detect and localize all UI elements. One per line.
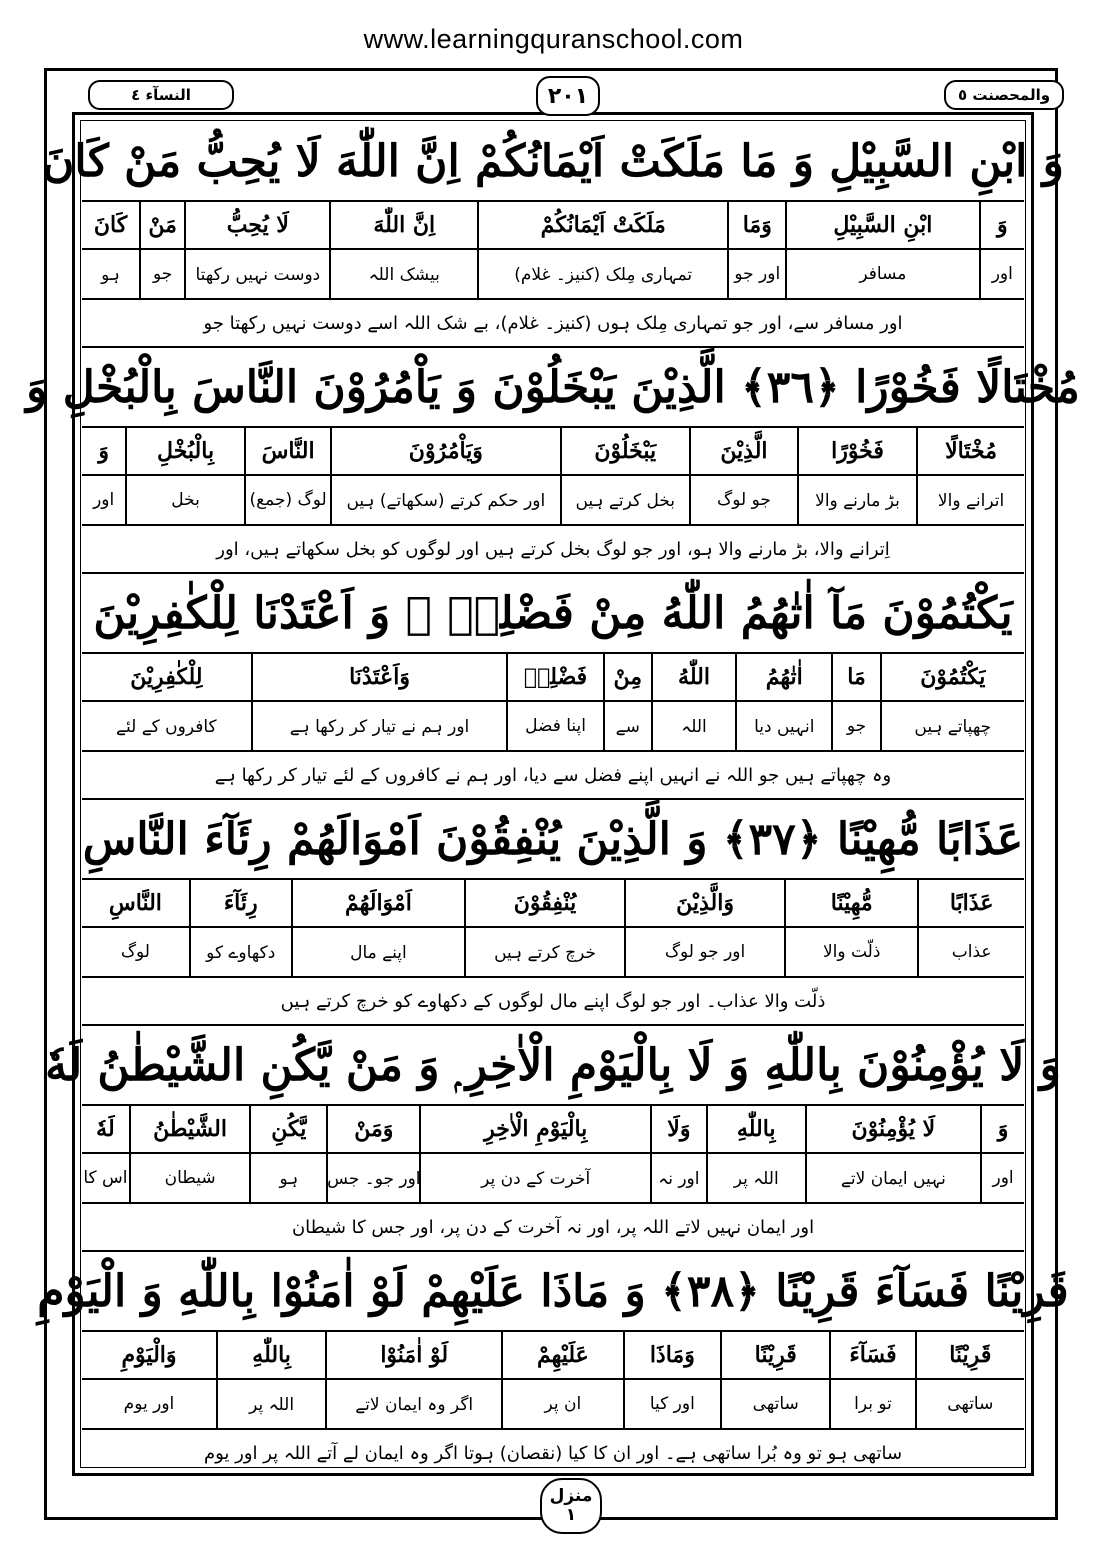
arabic-word-cell: وَ: [98, 438, 109, 464]
urdu-meaning-cell: اپنے مال: [291, 928, 464, 976]
arabic-word-cell: لَوْ اٰمَنُوْا: [325, 1332, 501, 1378]
urdu-meaning-cell: اور جو۔ جس: [326, 1154, 419, 1202]
urdu-meaning-cell: بخل: [125, 476, 244, 524]
verse-block: [82, 574, 1024, 800]
arabic-word-cell: فَضْلِهٖ: [506, 654, 602, 700]
arabic-word-cell: وَالْيَوْمِ: [121, 1342, 177, 1368]
arabic-word-cell: فَخُوْرًا: [797, 428, 916, 474]
urdu-meaning-cell: مسافر: [785, 250, 978, 298]
arabic-word-cell: بِاللّٰهِ: [706, 1106, 805, 1152]
arabic-word-cell: قَرِيْنًا: [720, 1332, 829, 1378]
urdu-meaning-cell: بڑ مارنے والا: [797, 476, 916, 524]
arabic-verse-line: مُخْتَالًا فَخُوْرًا ﴿٣٦﴾ الَّذِيْنَ يَبْخَلُوْنَ وَ يَاْمُرُوْنَ النَّاسَ بِالْبُخْلِ وَ: [82, 348, 1024, 428]
site-url: www.learningquranschool.com: [363, 24, 744, 54]
urdu-meaning-cell: اللہ پر: [706, 1154, 805, 1202]
word-row: [82, 1332, 1024, 1380]
urdu-meaning-cell: ساتھی: [915, 1380, 1024, 1428]
urdu-meaning-cell: اللہ: [651, 702, 735, 750]
meaning-row: [82, 1154, 1024, 1204]
arabic-word-cell: وَلَا: [650, 1106, 706, 1152]
arabic-word-cell: النَّاسَ: [244, 428, 330, 474]
urdu-meaning-cell: تمہاری مِلک (کنیز۔ غلام): [477, 250, 727, 298]
verse-block: [82, 800, 1024, 1026]
urdu-meaning-cell: کافروں کے لئے: [116, 716, 217, 737]
urdu-translation-line: اور مسافر سے، اور جو تمہاری مِلک ہوں (کنیز۔ غلام)، بے شک اللہ اسے دوست نہیں رکھتا جو: [82, 300, 1024, 348]
urdu-meaning-cell: اپنا فضل: [506, 702, 602, 750]
urdu-meaning-cell: ہو: [101, 264, 120, 285]
urdu-translation-line: اور ایمان نہیں لاتے اللہ پر، اور نہ آخرت کے دن پر، اور جس کا شیطان: [82, 1204, 1024, 1252]
meaning-row: [82, 476, 1024, 526]
urdu-translation-line: ذلّت والا عذاب۔ اور جو لوگ اپنے مال لوگوں کے دکھاوے کو خرچ کرتے ہیں: [82, 978, 1024, 1026]
verse-block: [42, 122, 1064, 348]
urdu-meaning-cell: اور نہ: [650, 1154, 706, 1202]
urdu-meaning-cell: جو لوگ: [689, 476, 797, 524]
urdu-meaning-cell: دکھاوے کو: [189, 928, 291, 976]
arabic-verse-line: وَ لَا يُؤْمِنُوْنَ بِاللّٰهِ وَ لَا بِالْيَوْمِ الْاٰخِرِ ۭ وَ مَنْ يَّكُنِ الشَّيْطٰنُ لَهٗ: [82, 1026, 1024, 1106]
meaning-row: [82, 1380, 1024, 1430]
arabic-word-cell: لَا يُؤْمِنُوْنَ: [805, 1106, 981, 1152]
manzil-number: ١: [565, 1505, 577, 1525]
urdu-meaning-cell: بیشک اللہ: [329, 250, 477, 298]
urdu-meaning-cell: اترانے والا: [916, 476, 1024, 524]
urdu-meaning-cell: عذاب: [917, 928, 1024, 976]
word-row: [82, 1106, 1024, 1154]
urdu-meaning-cell: ہو: [249, 1154, 326, 1202]
urdu-meaning-cell: لوگ: [120, 942, 150, 962]
manzil-label: منزل: [549, 1486, 593, 1507]
urdu-meaning-cell: اور: [980, 1154, 1024, 1202]
arabic-word-cell: بِاللّٰهِ: [216, 1332, 325, 1378]
arabic-word-cell: وَ: [980, 1106, 1024, 1152]
arabic-word-cell: يَبْخَلُوْنَ: [560, 428, 689, 474]
arabic-word-cell: لِلْكٰفِرِيْنَ: [130, 664, 203, 690]
urdu-meaning-cell: سے: [603, 702, 651, 750]
arabic-verse-line: يَكْتُمُوْنَ مَآ اٰتٰهُمُ اللّٰهُ مِنْ فَضْلِهٖ ۭ وَ اَعْتَدْنَا لِلْكٰفِرِيْنَ: [82, 574, 1024, 654]
arabic-word-cell: اٰتٰهُمُ: [735, 654, 831, 700]
arabic-word-cell: مِنْ: [603, 654, 651, 700]
meaning-row: [82, 702, 1024, 752]
arabic-word-cell: عَلَيْهِمْ: [501, 1332, 623, 1378]
arabic-word-cell: لَا يُحِبُّ: [184, 202, 329, 248]
urdu-translation-line: وہ چھپاتے ہیں جو اللہ نے انہیں اپنے فضل سے دیا، اور ہم نے کافروں کے لئے تیار کر رکھا ہے: [82, 752, 1024, 800]
urdu-meaning-cell: تو برا: [829, 1380, 914, 1428]
arabic-verse-line: قَرِيْنًا فَسَآءَ قَرِيْنًا ﴿٣٨﴾ وَ مَاذَا عَلَيْهِمْ لَوْ اٰمَنُوْا بِاللّٰهِ وَ الْيَوْمِ: [82, 1252, 1024, 1332]
arabic-word-cell: لَهٗ: [96, 1116, 115, 1142]
word-row: [82, 654, 1024, 702]
urdu-meaning-cell: اور ہم نے تیار کر رکھا ہے: [251, 702, 507, 750]
arabic-word-cell: مَلَكَتْ اَيْمَانُكُمْ: [477, 202, 727, 248]
arabic-word-cell: بِالْيَوْمِ الْاٰخِرِ: [419, 1106, 649, 1152]
manzil-marker: [540, 1478, 602, 1534]
verse-block: [45, 1026, 1061, 1252]
arabic-word-cell: مَا: [831, 654, 879, 700]
urdu-meaning-cell: اور جو: [727, 250, 785, 298]
urdu-meaning-cell: اللہ پر: [216, 1380, 325, 1428]
urdu-meaning-cell: چھپاتے ہیں: [880, 702, 1024, 750]
arabic-word-cell: اِنَّ اللّٰهَ: [329, 202, 477, 248]
arabic-word-cell: مَنْ: [139, 202, 184, 248]
urdu-meaning-cell: ذلّت والا: [784, 928, 917, 976]
arabic-word-cell: وَمَا: [727, 202, 785, 248]
arabic-word-cell: فَسَآءَ: [829, 1332, 914, 1378]
arabic-verse-line: عَذَابًا مُّهِيْنًا ﴿٣٧﴾ وَ الَّذِيْنَ يُنْفِقُوْنَ اَمْوَالَهُمْ رِئَآءَ النَّاسِ: [82, 800, 1024, 880]
arabic-word-cell: يُنْفِقُوْنَ: [464, 880, 624, 926]
urdu-meaning-cell: بخل کرتے ہیں: [560, 476, 689, 524]
urdu-meaning-cell: لوگ (جمع): [244, 476, 330, 524]
arabic-word-cell: مُّهِيْنًا: [784, 880, 917, 926]
surah-label: النسآء ٤: [88, 80, 234, 110]
urdu-meaning-cell: ان پر: [501, 1380, 623, 1428]
arabic-word-cell: قَرِيْنًا: [915, 1332, 1024, 1378]
arabic-word-cell: ابْنِ السَّبِيْلِ: [785, 202, 978, 248]
urdu-meaning-cell: اور کیا: [623, 1380, 720, 1428]
juz-label: والمحصنت ٥: [944, 80, 1064, 110]
arabic-word-cell: وَمَاذَا: [623, 1332, 720, 1378]
urdu-meaning-cell: نہیں ایمان لاتے: [805, 1154, 981, 1202]
meaning-row: [82, 250, 1024, 300]
urdu-meaning-cell: اور حکم کرتے (سکھاتے) ہیں: [330, 476, 559, 524]
meaning-row: [82, 928, 1024, 978]
arabic-word-cell: رِئَآءَ: [189, 880, 291, 926]
urdu-meaning-cell: اور یوم: [123, 1394, 175, 1414]
page-number: ٢٠١: [536, 76, 600, 116]
arabic-word-cell: وَالَّذِيْنَ: [624, 880, 784, 926]
arabic-word-cell: يَّكُنِ: [249, 1106, 326, 1152]
arabic-word-cell: عَذَابًا: [917, 880, 1024, 926]
urdu-meaning-cell: جو: [139, 250, 184, 298]
arabic-word-cell: النَّاسِ: [108, 890, 162, 916]
urdu-meaning-cell: اس کا: [83, 1168, 128, 1188]
arabic-word-cell: مُخْتَالًا: [916, 428, 1024, 474]
urdu-meaning-cell: دوست نہیں رکھتا: [184, 250, 329, 298]
arabic-verse-line: وَ ابْنِ السَّبِيْلِ وَ مَا مَلَكَتْ اَيْمَانُكُمْ اِنَّ اللّٰهَ لَا يُحِبُّ مَنْ كَانَ: [82, 122, 1024, 202]
urdu-meaning-cell: اور: [979, 250, 1024, 298]
arabic-word-cell: الشَّيْطٰنُ: [129, 1106, 250, 1152]
urdu-meaning-cell: انہیں دیا: [735, 702, 831, 750]
urdu-meaning-cell: آخرت کے دن پر: [419, 1154, 649, 1202]
word-row: [82, 428, 1024, 476]
urdu-meaning-cell: خرچ کرتے ہیں: [464, 928, 624, 976]
arabic-word-cell: الَّذِيْنَ: [689, 428, 797, 474]
arabic-word-cell: بِالْبُخْلِ: [125, 428, 244, 474]
arabic-word-cell: وَيَاْمُرُوْنَ: [330, 428, 559, 474]
arabic-word-cell: كَانَ: [93, 212, 128, 238]
arabic-word-cell: وَاَعْتَدْنَا: [251, 654, 507, 700]
arabic-word-cell: وَمَنْ: [326, 1106, 419, 1152]
urdu-meaning-cell: اور جو لوگ: [624, 928, 784, 976]
arabic-word-cell: اَمْوَالَهُمْ: [291, 880, 464, 926]
urdu-translation-line: ساتھی ہو تو وہ بُرا ساتھی ہے۔ اور ان کا کیا (نقصان) ہوتا اگر وہ ایمان لے آتے اللہ پر اور یوم: [203, 1442, 903, 1464]
urdu-meaning-cell: اگر وہ ایمان لاتے: [325, 1380, 501, 1428]
word-row: [82, 202, 1024, 250]
urdu-meaning-cell: اور: [93, 490, 115, 510]
urdu-translation-line: اِترانے والا، بڑ مارنے والا ہو، اور جو لوگ بخل کرتے ہیں اور لوگوں کو بخل سکھاتے ہیں، اور: [82, 526, 1024, 574]
verse-block: [37, 1252, 1069, 1476]
arabic-word-cell: يَكْتُمُوْنَ: [880, 654, 1024, 700]
verse-block: [26, 348, 1080, 574]
arabic-word-cell: وَ: [979, 202, 1024, 248]
arabic-word-cell: اللّٰهُ: [651, 654, 735, 700]
urdu-meaning-cell: ساتھی: [720, 1380, 829, 1428]
translation-table: [26, 122, 1080, 1476]
word-row: [82, 880, 1024, 928]
urdu-meaning-cell: جو: [831, 702, 879, 750]
urdu-meaning-cell: شیطان: [129, 1154, 250, 1202]
